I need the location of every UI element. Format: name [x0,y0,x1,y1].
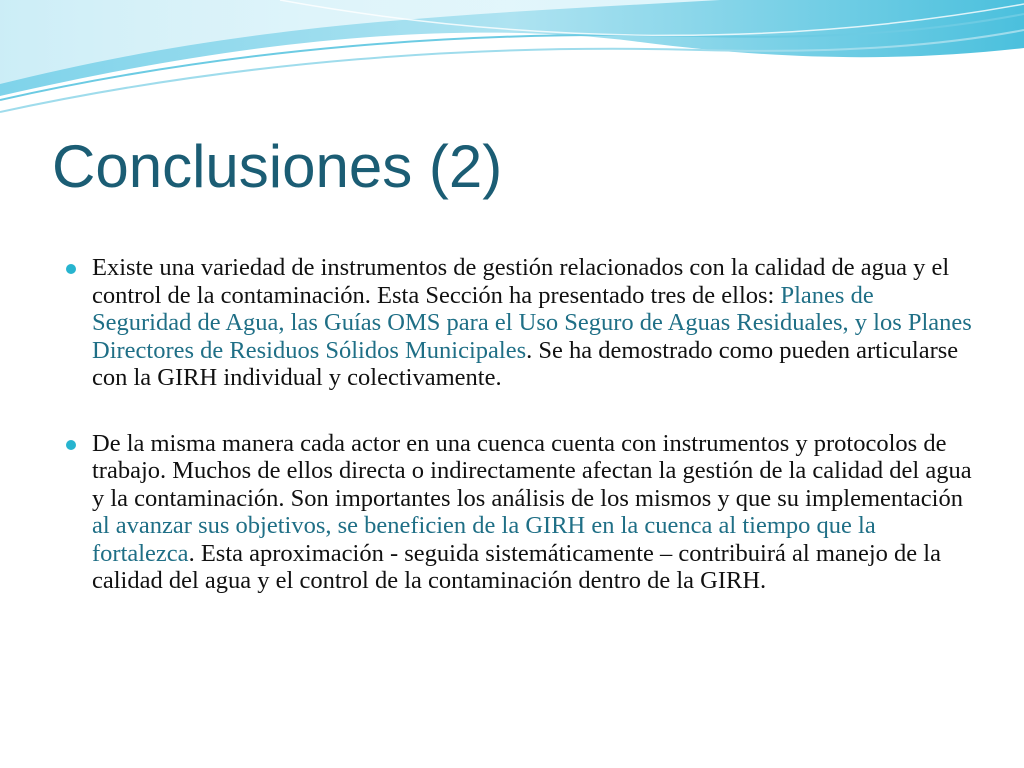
bullet-highlight-text: al avanzar sus objetivos, se beneficien de la GIRH en la cuenca al tiempo que la fortalezca [92,512,876,567]
slide-title: Conclusiones (2) [52,133,503,200]
header-wave-decoration [0,0,1024,120]
bullet-text: Existe una variedad de instrumentos de gestión relacionados con la calidad de agua y el control de la contaminación. Esta Sección ha presentado tres de ellos: [92,254,950,309]
bullet-text: . Esta aproximación - seguida sistemáticamente – contribuirá al manejo de la calidad del agua y el control de la contaminación dentro de la GIRH. [92,539,941,594]
bullet-list [92,254,972,595]
bullet-highlight-text: Planes de Seguridad de Agua, las Guías OMS para el Uso Seguro de Aguas Residuales, y los Planes Directores de Residuos Sólidos Municipales [92,281,972,364]
bullet-dot-icon [66,264,76,274]
bullet-item [92,254,972,392]
bullet-item [92,430,972,595]
bullet-text: . Se ha demostrado como pueden articularse con la GIRH individual y colectivamente. [92,336,959,391]
bullet-text: De la misma manera cada actor en una cuenca cuenta con instrumentos y protocolos de trabajo. Muchos de ellos directa o indirectamente afectan la gestión de la calidad del agua y la contaminación. Son importantes los análisis de los mismos y que su implementación [92,429,972,512]
bullet-dot-icon [66,440,76,450]
